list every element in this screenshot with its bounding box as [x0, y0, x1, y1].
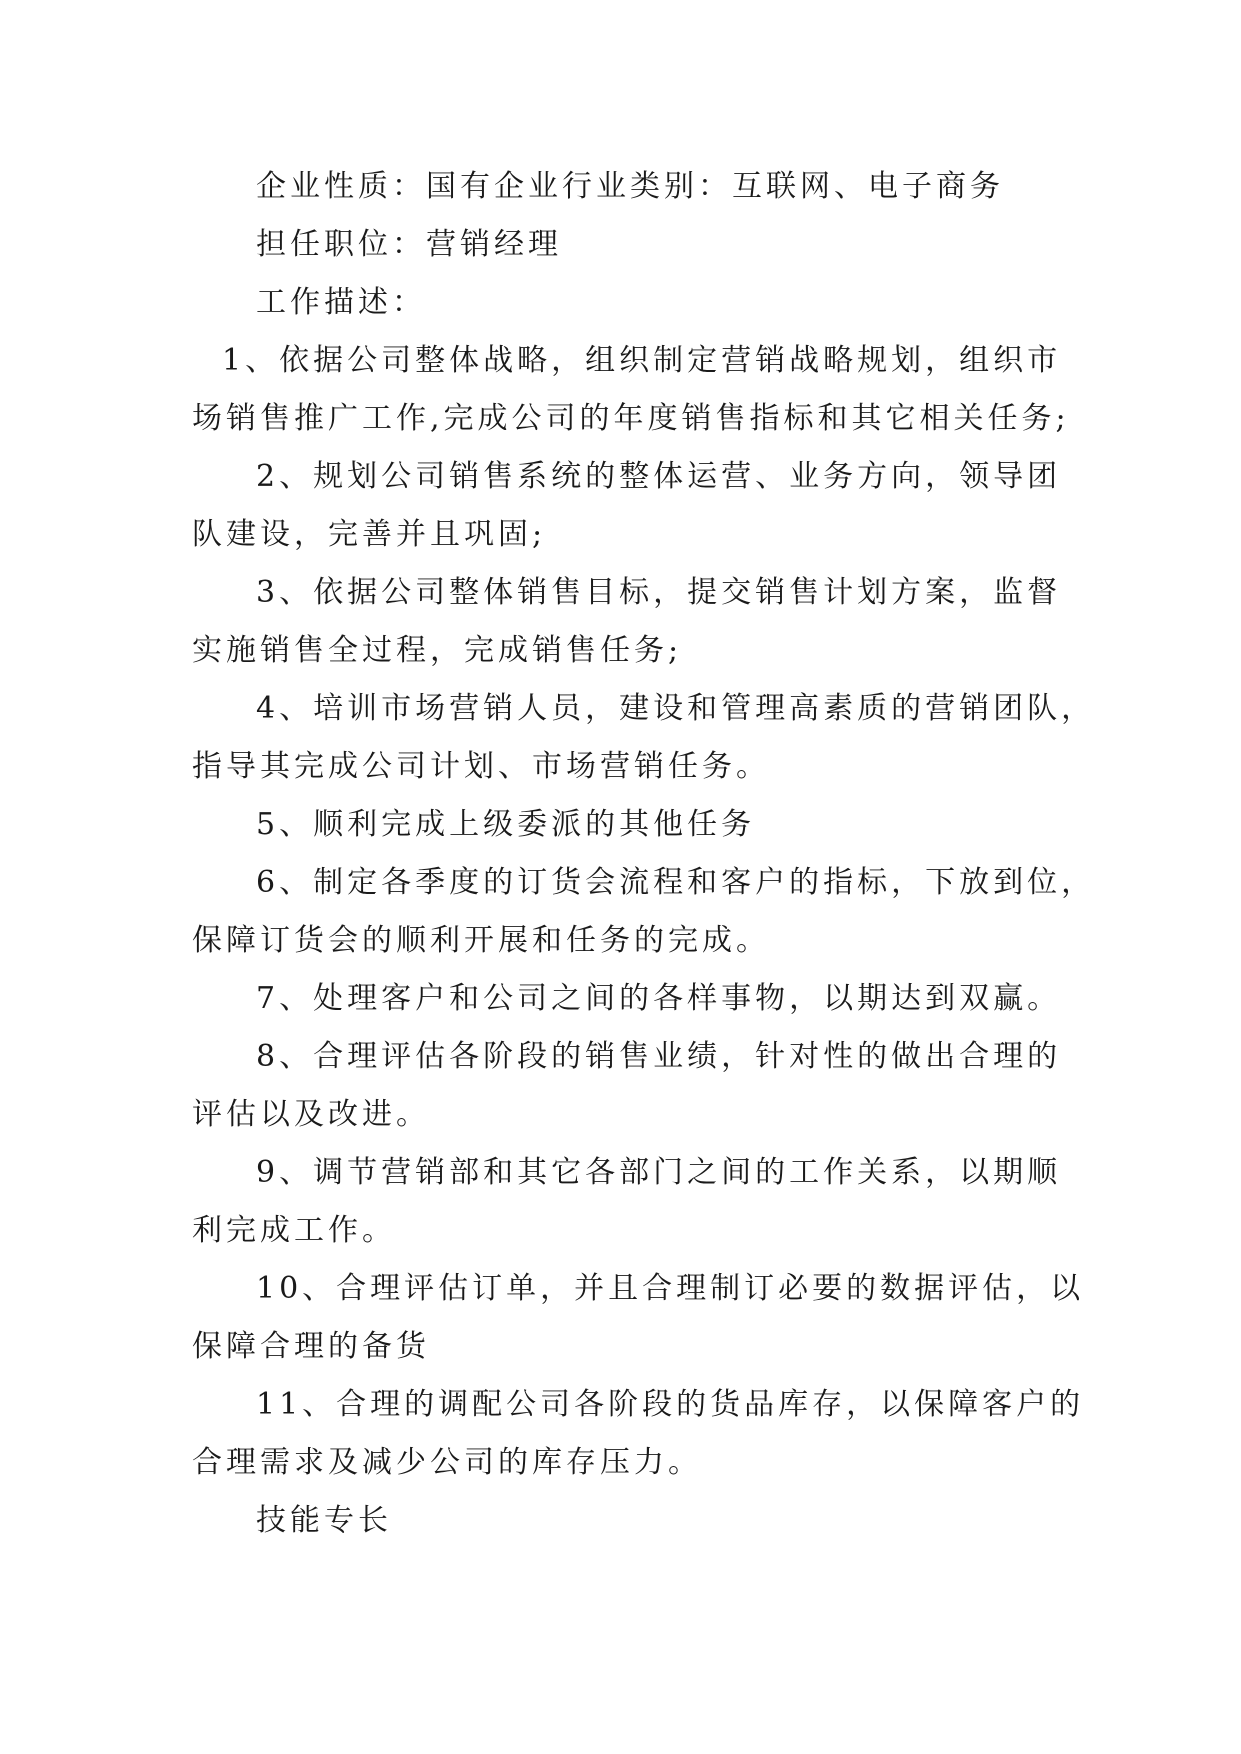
- company-nature-line: 企业性质：国有企业行业类别：互联网、电子商务: [256, 169, 1004, 204]
- list-item-line-1: 3、依据公司整体销售目标，提交销售计划方案，监督: [256, 575, 1062, 610]
- list-item-line-2: 队建设，完善并且巩固;: [192, 517, 547, 552]
- list-item: [192, 564, 1072, 680]
- list-item-line-1: 7、处理客户和公司之间的各样事物，以期达到双赢。: [256, 981, 1062, 1016]
- position-line: 担任职位：营销经理: [256, 227, 562, 262]
- list-item-line-1: 2、规划公司销售系统的整体运营、业务方向，领导团: [256, 459, 1062, 494]
- list-item-line-1: 4、培训市场营销人员，建设和管理高素质的营销团队，: [256, 691, 1096, 726]
- list-item: [192, 680, 1096, 796]
- list-item-line-2: 利完成工作。: [192, 1213, 396, 1248]
- list-item-line-1: 11、合理的调配公司各阶段的货品库存，以保障客户的: [256, 1387, 1085, 1422]
- list-item: [192, 1260, 1085, 1376]
- list-item-line-1: 5、顺利完成上级委派的其他任务: [256, 807, 756, 842]
- list-item-line-2: 指导其完成公司计划、市场营销任务。: [192, 749, 770, 784]
- list-item: [192, 1028, 1072, 1144]
- list-item-line-1: 8、合理评估各阶段的销售业绩，针对性的做出合理的: [256, 1039, 1062, 1074]
- list-item: [192, 1376, 1085, 1492]
- document-body: [192, 158, 1096, 1550]
- list-item-line-1: 10、合理评估订单，并且合理制订必要的数据评估，以: [256, 1271, 1085, 1306]
- list-item-line-2: 保障订货会的顺利开展和任务的完成。: [192, 923, 770, 958]
- list-item-line-2: 合理需求及减少公司的库存压力。: [192, 1445, 702, 1480]
- list-item-line-1: 1、依据公司整体战略，组织制定营销战略规划，组织市: [222, 343, 1062, 378]
- list-item: [192, 332, 1072, 448]
- skills-heading: 技能专长: [256, 1503, 392, 1538]
- list-item: [192, 1144, 1072, 1260]
- list-item-line-1: 6、制定各季度的订货会流程和客户的指标，下放到位，: [256, 865, 1096, 900]
- list-item-line-1: 9、调节营销部和其它各部门之间的工作关系，以期顺: [256, 1155, 1062, 1190]
- list-item-line-2: 场销售推广工作,完成公司的年度销售指标和其它相关任务;: [192, 401, 1070, 436]
- list-item: [192, 854, 1096, 970]
- list-item: [192, 970, 1072, 1028]
- list-item-line-2: 保障合理的备货: [192, 1329, 430, 1364]
- list-item-line-2: 评估以及改进。: [192, 1097, 430, 1132]
- list-item: [192, 448, 1072, 564]
- list-item-line-2: 实施销售全过程，完成销售任务;: [192, 633, 683, 668]
- work-description-heading: 工作描述：: [256, 285, 426, 320]
- list-item: [192, 796, 1072, 854]
